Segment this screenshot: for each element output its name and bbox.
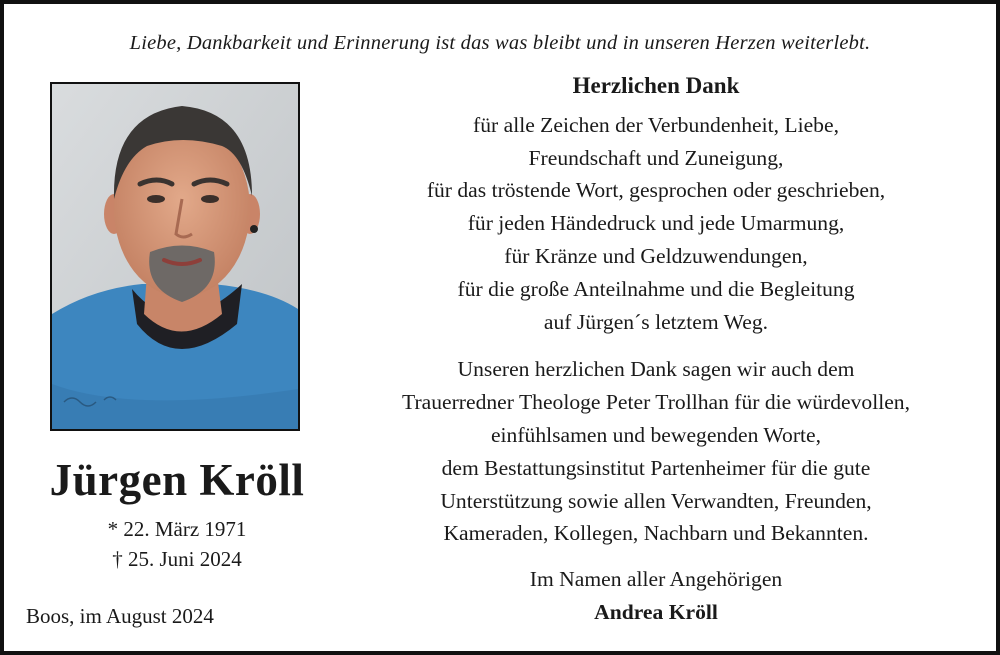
text-line: für Kränze und Geldzuwendungen, [504, 243, 808, 268]
thanks-heading: Herzlichen Dank [572, 73, 740, 98]
text-line: dem Bestattungsinstitut Partenheimer für die gute [441, 455, 871, 480]
signer-name: Andrea Kröll [594, 599, 718, 624]
text-line: Trauerredner Theologe Peter Trollhan für die würdevollen, [402, 390, 910, 415]
closing-block [322, 563, 990, 629]
text-line: für jeden Händedruck und jede Umarmung, [467, 211, 845, 236]
death-date: † 25. Juni 2024 [112, 547, 242, 571]
text-line: für die große Anteilnahme und die Begleitung [457, 276, 855, 301]
text-line: einfühlsamen und bewegenden Worte, [490, 422, 822, 447]
text-line: Kameraden, Kollegen, Nachbarn und Bekannten. [443, 521, 869, 546]
place-date: Boos, im August 2024 [26, 604, 214, 628]
text-line: Unseren herzlichen Dank sagen wir auch dem [457, 357, 855, 382]
text-line: für alle Zeichen der Verbundenheit, Liebe, [473, 112, 839, 137]
thanks-text [322, 70, 990, 629]
text-line: für das tröstende Wort, gesprochen oder geschrieben, [426, 178, 886, 203]
thanks-block [322, 109, 990, 339]
birth-date: * 22. März 1971 [107, 517, 247, 541]
closing-line: Im Namen aller Angehörigen [529, 567, 783, 592]
text-line: auf Jürgen´s letztem Weg. [543, 309, 769, 334]
text-line: Unterstützung sowie allen Verwandten, Freunden, [440, 488, 872, 513]
text-line: Freundschaft und Zuneigung, [528, 145, 784, 170]
portrait-photo [50, 82, 300, 431]
deceased-name: Jürgen Kröll [49, 455, 305, 505]
motto: Liebe, Dankbarkeit und Erinnerung ist das was bleibt und in unseren Herzen weiterlebt. [129, 32, 871, 54]
acknowledgement-block [322, 353, 990, 550]
